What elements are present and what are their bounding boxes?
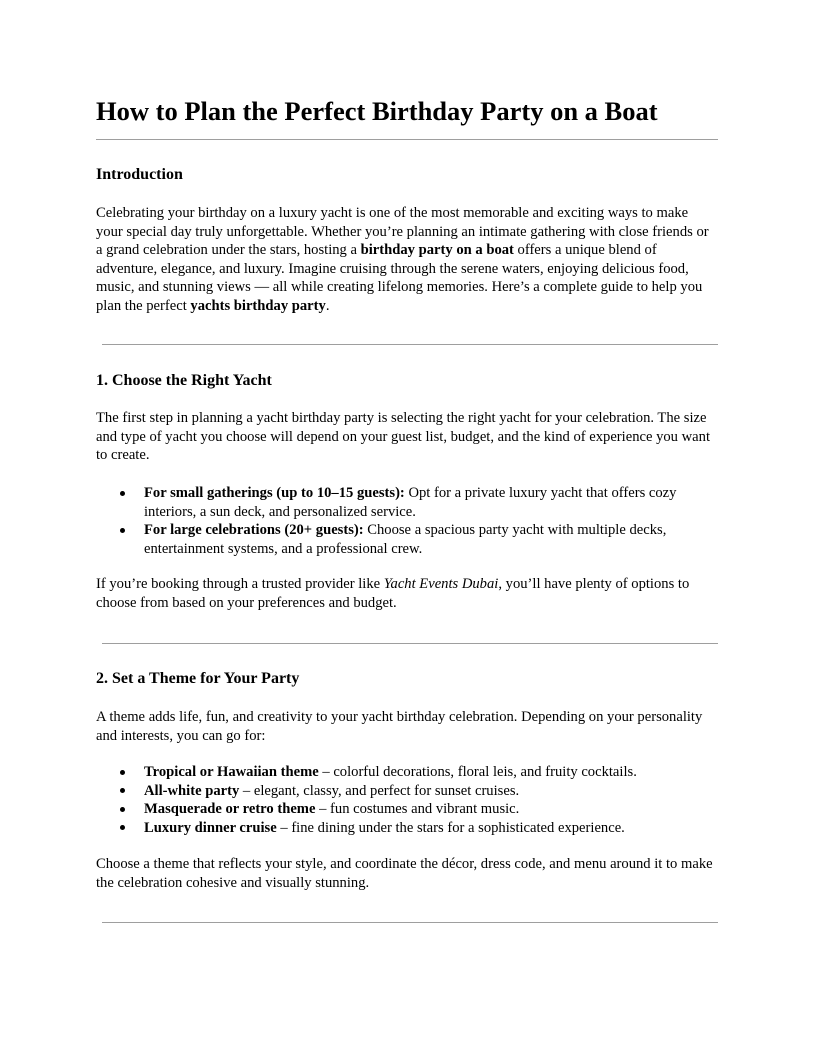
bullet-icon	[120, 825, 125, 830]
intro-heading: Introduction	[96, 166, 183, 183]
section2-paragraph: A theme adds life, fun, and creativity to your yacht birthday celebration. Depending on your personality and interests, you can go for:	[96, 709, 703, 744]
section1-paragraph: The first step in planning a yacht birthday party is selecting the right yacht for your celebration. The size and type of yacht you choose will depend on your guest list, budget, and the kind of experience you want to create.	[96, 410, 710, 463]
intro-paragraph: Celebrating your birthday on a luxury yacht is one of the most memorable and exciting ways to make your special day truly unforgettable. Whether you’re planning an intimate gathering with close friends or a grand celebration under the stars, hosting a birthday party on a boat offers a unique blend of adventure, elegance, and luxury. Imagine cruising through the serene waters, enjoying delicious food, music, and stunning views — all while creating lifelong memories. Here’s a complete guide to help you plan the perfect yachts birthday party.	[96, 205, 709, 314]
section2-heading: 2. Set a Theme for Your Party	[96, 670, 300, 687]
section2-bullet-list	[96, 763, 718, 837]
bullet-icon	[120, 807, 125, 812]
section1-bullet-list	[96, 484, 718, 558]
section-divider	[102, 922, 718, 923]
section2-closing: Choose a theme that reflects your style, and coordinate the décor, dress code, and menu around it to make the celebration cohesive and visually stunning.	[96, 856, 713, 891]
section1-heading: 1. Choose the Right Yacht	[96, 372, 272, 389]
section-divider	[102, 344, 718, 345]
section-divider	[102, 643, 718, 644]
bullet-icon	[120, 491, 125, 496]
page-title: How to Plan the Perfect Birthday Party on a Boat	[96, 96, 658, 126]
list-item: Tropical or Hawaiian theme – colorful decorations, floral leis, and fruity cocktails.	[96, 763, 718, 782]
bullet-icon	[120, 770, 125, 775]
bullet-icon	[120, 528, 125, 533]
list-item: Masquerade or retro theme – fun costumes and vibrant music.	[96, 800, 718, 819]
list-item: For small gatherings (up to 10–15 guests): Opt for a private luxury yacht that offers cozy interiors, a sun deck, and personalized service.	[96, 484, 718, 521]
bullet-icon	[120, 788, 125, 793]
list-item: Luxury dinner cruise – fine dining under the stars for a sophisticated experience.	[96, 819, 718, 838]
list-item: For large celebrations (20+ guests): Choose a spacious party yacht with multiple decks, entertainment systems, and a professional crew.	[96, 521, 718, 558]
list-item: All-white party – elegant, classy, and perfect for sunset cruises.	[96, 782, 718, 801]
section1-closing: If you’re booking through a trusted provider like Yacht Events Dubai, you’ll have plenty of options to choose from based on your preferences and budget.	[96, 576, 690, 611]
title-divider	[96, 139, 718, 140]
